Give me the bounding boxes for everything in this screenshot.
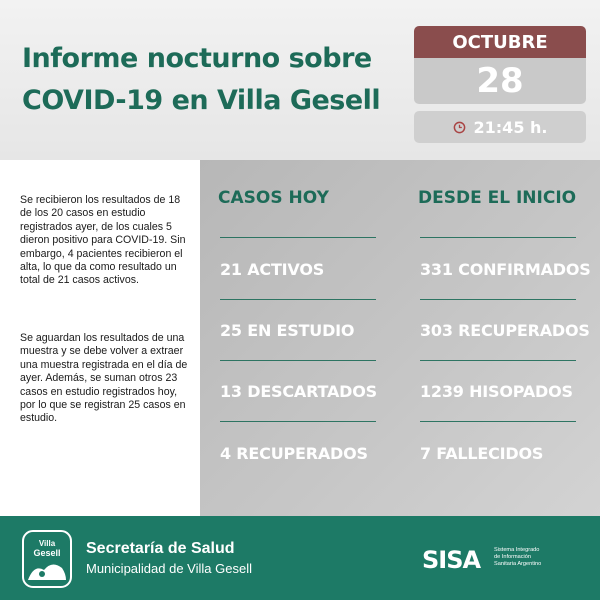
stat-fallecidos: 7 FALLECIDOS xyxy=(420,444,544,463)
title-line-1: Informe nocturno sobre xyxy=(22,43,372,74)
villa-gesell-logo xyxy=(22,530,72,588)
logo-text-villa: Villa xyxy=(38,539,56,548)
paragraph-2: Se aguardan los resultados de una muestra y se debe volver a extraer una muestra registrada en el día de ayer. Además, se suman otros 23 casos en estudio registrados hoy, por lo que se registran 25 casos en estudio. xyxy=(20,332,188,425)
sisa-logo-text: SISA xyxy=(422,546,481,572)
report-time xyxy=(414,111,586,143)
divider xyxy=(420,360,576,361)
sisa-line-1: Sistema Integrado xyxy=(494,547,540,553)
divider xyxy=(220,299,376,300)
divider xyxy=(220,421,376,422)
date-month: OCTUBRE xyxy=(414,26,586,58)
desde-inicio-heading: DESDE EL INICIO xyxy=(418,188,577,208)
time-label: 21:45 h. xyxy=(473,117,548,137)
date-day: 28 xyxy=(414,58,586,104)
sisa-description xyxy=(494,547,594,568)
casos-hoy-heading: CASOS HOY xyxy=(218,188,329,208)
stat-confirmados: 331 CONFIRMADOS xyxy=(420,260,591,279)
stat-en-estudio: 25 EN ESTUDIO xyxy=(220,321,355,340)
stat-recuperados-hoy: 4 RECUPERADOS xyxy=(220,444,368,463)
divider xyxy=(220,237,376,238)
logo-text-gesell: Gesell xyxy=(33,548,61,558)
stats-panel xyxy=(200,160,600,516)
clock-icon xyxy=(453,121,466,134)
municipalidad-subtitle: Municipalidad de Villa Gesell xyxy=(86,561,252,576)
casos-hoy-column xyxy=(218,160,382,516)
report-text xyxy=(0,160,200,516)
sisa-line-3: Sanitaria Argentino xyxy=(494,561,542,567)
stat-descartados: 13 DESCARTADOS xyxy=(220,382,377,401)
divider xyxy=(420,237,576,238)
sisa-logo xyxy=(422,546,492,572)
stat-hisopados: 1239 HISOPADOS xyxy=(420,382,573,401)
footer xyxy=(0,516,600,600)
header xyxy=(0,0,600,160)
sisa-line-2: de Información xyxy=(494,554,532,560)
stat-recuperados-total: 303 RECUPERADOS xyxy=(420,321,590,340)
divider xyxy=(220,360,376,361)
desde-inicio-column xyxy=(418,160,591,516)
divider xyxy=(420,299,576,300)
stat-activos: 21 ACTIVOS xyxy=(220,260,325,279)
title-line-2: COVID-19 en Villa Gesell xyxy=(22,85,381,116)
paragraph-1: Se recibieron los resultados de 18 de los 20 casos en estudio registrados ayer, de los cuales 5 dieron positivo para COVID-19. Sin embargo, 4 pacientes recibieron el alta, lo que da como resultado un total de 21 casos activos. xyxy=(20,194,186,287)
secretaria-title: Secretaría de Salud xyxy=(86,540,235,557)
page-title xyxy=(22,38,402,122)
divider xyxy=(420,421,576,422)
